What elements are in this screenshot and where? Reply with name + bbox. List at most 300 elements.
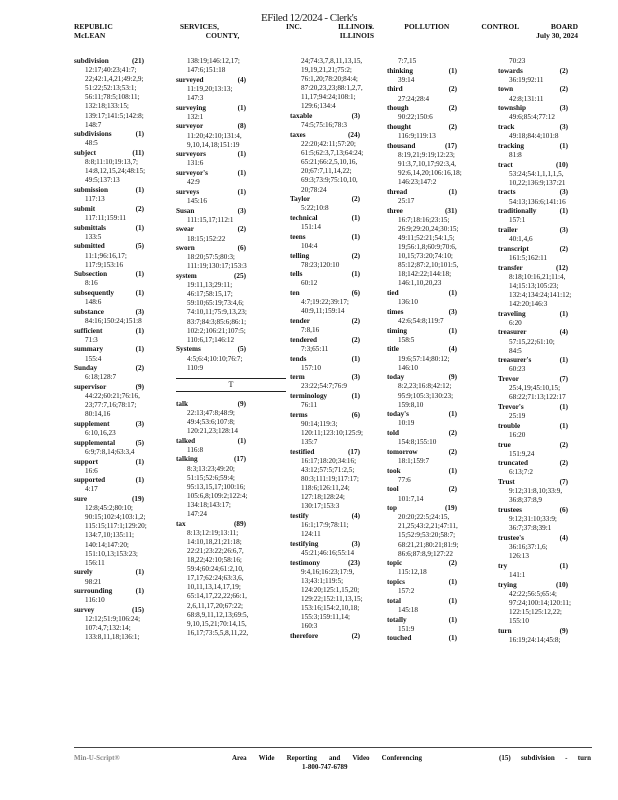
- index-term: [74, 476, 172, 485]
- index-word: tax: [176, 519, 186, 528]
- index-word: surveying: [176, 103, 206, 112]
- page-line-refs: 126:13: [509, 552, 529, 561]
- index-entry: [290, 270, 388, 288]
- index-entry: [290, 512, 388, 539]
- page-line-refs: 129:22;152:11,13,15;: [301, 595, 363, 604]
- index-entry: [74, 383, 172, 419]
- index-word: total: [387, 596, 401, 605]
- index-entry: [498, 375, 596, 402]
- page-line-refs: 49:5;137:13: [85, 176, 120, 185]
- page-line-refs: 117:11;159:11: [85, 213, 127, 222]
- index-word: talked: [176, 436, 196, 445]
- index-count: (9): [237, 399, 246, 408]
- page-line-refs: 140:14;147:20;: [85, 540, 129, 549]
- page-line-refs: 117:9;153:16: [85, 260, 124, 269]
- index-word: talking: [176, 455, 198, 464]
- index-word: summary: [74, 345, 104, 354]
- index-word: topic: [387, 559, 403, 568]
- index-count: (3): [135, 307, 144, 316]
- index-word: Taylor: [290, 195, 311, 204]
- index-count: (3): [559, 188, 568, 197]
- page-line-refs: 145:18: [398, 606, 418, 614]
- index-term: [387, 142, 485, 151]
- index-term: [387, 410, 485, 419]
- index-word: supplemental: [74, 438, 116, 447]
- page-line-refs: 16:19;24:14;45:8;: [509, 635, 561, 644]
- index-count: (1): [351, 392, 360, 401]
- page-line-refs: 147:3: [187, 93, 204, 102]
- index-count: (1): [448, 634, 457, 643]
- page-line-refs: 157:1: [509, 216, 526, 225]
- index-term: [498, 245, 596, 254]
- index-count: (1): [351, 270, 360, 279]
- page-line-refs: 115:12,18: [398, 568, 427, 577]
- page-line-refs: 86:6;87:8,9;127:22: [398, 549, 453, 558]
- index-word: terms: [290, 410, 308, 419]
- page-line-refs: 154:8;155:10: [398, 438, 437, 447]
- page-line-refs: 83:7;84:3;85:6;86:1;: [187, 317, 247, 326]
- page-line-refs: 84:5: [509, 346, 522, 355]
- index-word: submit: [74, 204, 96, 213]
- index-entry: [498, 104, 596, 122]
- page-line-refs: 42:8;131:11: [509, 94, 544, 103]
- page-line-refs: 76:1,20;78:20;84:4;: [301, 75, 358, 84]
- index-count: (1): [448, 187, 457, 196]
- page-line-refs: 151:14: [301, 223, 321, 232]
- index-word: today: [387, 373, 405, 382]
- index-word: submitted: [74, 242, 105, 251]
- index-word: tract: [498, 160, 513, 169]
- index-term: [290, 270, 388, 279]
- index-count: (2): [351, 316, 360, 325]
- index-entry: [290, 355, 388, 373]
- page-line-refs: 90:22;150:6: [398, 113, 433, 122]
- index-count: (17): [348, 447, 360, 456]
- index-word: subsequently: [74, 289, 114, 298]
- index-word: Trevor: [498, 375, 519, 384]
- index-count: (4): [448, 345, 457, 354]
- index-count: (6): [559, 505, 568, 514]
- index-count: (1): [135, 345, 144, 354]
- index-term: [176, 244, 274, 253]
- page-line-refs: 71:3: [85, 335, 98, 344]
- index-entry: [498, 310, 596, 328]
- index-term: [498, 506, 596, 515]
- page-line-refs: 157:10: [301, 363, 321, 372]
- index-count: (3): [135, 419, 144, 428]
- index-word: transcript: [498, 244, 529, 253]
- page-line-refs: 8:13;12:19;13:11;: [187, 528, 239, 537]
- index-entry: [74, 224, 172, 242]
- page-line-refs: 156:11: [85, 558, 105, 567]
- index-term: [498, 328, 596, 337]
- index-count: (1): [448, 466, 457, 475]
- index-column-3: [290, 57, 388, 642]
- page-line-refs: 157:2: [398, 587, 415, 596]
- index-term: [498, 478, 596, 487]
- index-term: [290, 392, 388, 401]
- index-entry: [176, 188, 274, 206]
- index-column-5: [498, 57, 596, 645]
- index-count: (1): [559, 421, 568, 430]
- index-count: (1): [351, 232, 360, 241]
- page-line-refs: 11:1;96:16,17;: [85, 251, 127, 260]
- index-count: (10): [556, 580, 568, 589]
- page-line-refs: 81:8: [509, 150, 522, 159]
- index-term: [498, 581, 596, 590]
- page-line-refs: 11:19,20;13:13;: [187, 84, 233, 93]
- index-word: thinking: [387, 66, 413, 75]
- index-term: [290, 214, 388, 223]
- index-entry: [74, 186, 172, 204]
- index-word: supervisor: [74, 383, 107, 391]
- page-line-refs: 120:21,23;128:14: [187, 427, 238, 435]
- index-word: survey: [74, 606, 95, 614]
- page-line-refs: 45:21;46:16;55:14: [301, 549, 355, 558]
- page-line-refs: 77:6: [398, 475, 411, 484]
- index-word: term: [290, 373, 305, 382]
- index-count: (3): [448, 307, 457, 316]
- page-line-refs: 20:20;22:5;24:15,: [398, 513, 450, 522]
- page-line-refs: 142:20;146:3: [509, 299, 548, 308]
- index-entry: [290, 317, 388, 335]
- page-line-refs: 15;52:9;53:20;58:7;: [398, 531, 456, 540]
- page-line-refs: 84:16;150:24;151:8: [85, 316, 142, 325]
- page-line-refs: 116:8: [187, 445, 204, 454]
- index-term: [74, 364, 172, 373]
- index-count: (9): [448, 373, 457, 382]
- page-line-refs: 54:13;136:6;141:16: [509, 197, 566, 206]
- index-count: (3): [237, 206, 246, 215]
- index-count: (1): [135, 130, 144, 139]
- index-term: [74, 420, 172, 429]
- page-line-refs: 91:3,7,10,17;92:3,4,: [398, 160, 457, 168]
- page-line-refs: 85:12;87:2,10;101:5,: [398, 261, 459, 270]
- index-word: taxable: [290, 112, 313, 121]
- page-line-refs: 9,10,14,18;151:19: [187, 140, 240, 149]
- index-count: (2): [448, 485, 457, 494]
- index-word: tender: [290, 316, 310, 325]
- page-line-refs: 42:22;56:5;65:4;: [509, 589, 557, 598]
- index-word: treasurer: [498, 328, 527, 337]
- index-entry: [387, 578, 485, 596]
- page-line-refs: 18:1;159:7: [398, 456, 430, 465]
- page-line-refs: 60:23: [509, 365, 526, 374]
- index-word: surveyor's: [176, 169, 208, 178]
- index-count: (10): [556, 160, 568, 169]
- index-count: (1): [135, 587, 144, 596]
- index-term: [176, 188, 274, 197]
- page-line-refs: 65:21;66:2,5,10,16,: [301, 158, 358, 167]
- page-line-refs: 68:22;71:13;122:17: [509, 393, 566, 402]
- index-count: (2): [448, 429, 457, 438]
- index-count: (1): [135, 289, 144, 298]
- footer-rule: [74, 747, 592, 748]
- index-term: [290, 112, 388, 121]
- page-line-refs: 8:16: [85, 279, 98, 288]
- index-count: (25): [234, 272, 246, 281]
- page-line-refs: 23:22;54:7;76:9: [301, 382, 347, 391]
- footer-brand: Min-U-Script®: [74, 754, 120, 762]
- index-entry: [498, 478, 596, 505]
- page-line-refs: 40:9,11;159:14: [301, 307, 345, 316]
- page-line-refs: 151:9,24: [509, 449, 535, 458]
- index-count: (1): [135, 326, 144, 335]
- index-term: [290, 233, 388, 242]
- index-entry: [74, 587, 172, 605]
- index-term: [176, 104, 274, 113]
- index-word: sworn: [176, 244, 195, 253]
- index-word: trouble: [498, 421, 521, 430]
- index-entry: [498, 161, 596, 188]
- index-word: try: [498, 561, 508, 570]
- index-count: (9): [135, 383, 144, 391]
- index-word: thousand: [387, 141, 416, 150]
- index-entry: [498, 441, 596, 459]
- index-entry: [498, 57, 596, 66]
- index-term: [290, 289, 388, 298]
- index-entry: [498, 123, 596, 141]
- page-line-refs: 49:18;84:4;101:8: [509, 132, 559, 141]
- page-line-refs: 22:13;47:8;48:9;: [187, 408, 235, 417]
- index-entry: [176, 169, 274, 187]
- case-caption-line2: McLEAN COUNTY, ILLINOIS: [74, 31, 374, 40]
- index-term: [387, 123, 485, 132]
- index-count: (31): [445, 206, 457, 215]
- index-term: [74, 568, 172, 577]
- index-term: [290, 131, 388, 140]
- index-entry: [498, 207, 596, 225]
- index-entry: [498, 506, 596, 533]
- index-entry: [290, 448, 388, 512]
- index-entry: [387, 123, 485, 141]
- index-word: towards: [498, 66, 523, 75]
- index-word: teens: [290, 232, 306, 241]
- index-term: [387, 345, 485, 354]
- index-entry: [387, 67, 485, 85]
- page-line-refs: 42:9: [187, 178, 200, 187]
- page-line-refs: 12:8;45:2;80:10;: [85, 504, 133, 513]
- page-line-refs: 6:20: [509, 318, 522, 327]
- page-line-refs: 6:10,16,23: [85, 429, 116, 438]
- page-line-refs: 59:4;60:24;61:2,10,: [187, 565, 244, 574]
- index-count: (1): [237, 436, 246, 445]
- index-term: [176, 169, 274, 178]
- index-term: [74, 383, 172, 392]
- page-line-refs: 124:11: [301, 530, 321, 539]
- page-line-refs: 56:11;78:5;108:11;: [85, 93, 140, 102]
- index-entry: [498, 403, 596, 421]
- page-line-refs: 70:23: [509, 57, 526, 65]
- index-entry: [290, 373, 388, 391]
- index-term: [290, 317, 388, 326]
- page-line-refs: 16:6: [85, 466, 98, 475]
- index-count: (2): [135, 204, 144, 213]
- index-term: [74, 57, 172, 66]
- index-entry: [74, 327, 172, 345]
- page-line-refs: 132:1: [187, 112, 204, 121]
- page-line-refs: 134:7,10;135:11;: [85, 531, 135, 540]
- index-term: [387, 188, 485, 197]
- index-term: [74, 224, 172, 233]
- index-word: track: [498, 123, 515, 132]
- page-line-refs: 118:6;126:11,24;: [301, 484, 350, 493]
- page-line-refs: 133:5: [85, 232, 102, 241]
- index-entry: [387, 467, 485, 485]
- index-count: (5): [237, 345, 246, 354]
- index-entry: [74, 476, 172, 494]
- index-term: [498, 459, 596, 468]
- index-word: Trevor's: [498, 402, 524, 411]
- index-term: [176, 225, 274, 234]
- index-term: [387, 67, 485, 76]
- index-term: [290, 195, 388, 204]
- index-entry: [290, 195, 388, 213]
- index-term: [176, 437, 274, 446]
- index-word: totally: [387, 615, 407, 624]
- index-count: (2): [135, 364, 144, 373]
- index-count: (1): [351, 213, 360, 222]
- page-line-refs: 95:13,15,17;100:16;: [187, 482, 246, 491]
- page-line-refs: 26:9;29:20,24;30:15;: [398, 224, 459, 233]
- index-word: swear: [176, 225, 194, 234]
- index-word: traditionally: [498, 207, 537, 216]
- index-count: (2): [448, 123, 457, 132]
- index-entry: [74, 57, 172, 130]
- index-entry: [290, 289, 388, 316]
- page-line-refs: 133:8,11,18;136:1;: [85, 633, 140, 642]
- index-count: (1): [237, 103, 246, 112]
- index-entry: [176, 76, 274, 103]
- index-entry: [498, 534, 596, 561]
- index-entry: [176, 345, 274, 372]
- index-count: (2): [448, 104, 457, 113]
- index-entry: [74, 205, 172, 223]
- index-word: submittals: [74, 223, 106, 232]
- index-count: (2): [351, 632, 360, 641]
- index-term: [74, 149, 172, 158]
- page-line-refs: 18:15;152:22: [187, 234, 226, 243]
- page-line-refs: 92:6,14,20;106:16,18;: [398, 169, 462, 178]
- page-line-refs: 5:22;10:8: [301, 204, 329, 213]
- index-count: (2): [559, 85, 568, 94]
- index-entry: [290, 411, 388, 447]
- page-line-refs: 7:7,15: [398, 57, 417, 65]
- index-word: surrounding: [74, 587, 113, 596]
- index-term: [387, 289, 485, 298]
- page-line-refs: 11:20;42:10;131:4,: [187, 131, 242, 140]
- index-word: Sunday: [74, 364, 98, 373]
- page-line-refs: 138:19;146:12,17;: [187, 57, 240, 65]
- index-entry: [74, 568, 172, 586]
- index-count: (89): [234, 519, 246, 528]
- index-word: surveyors: [176, 150, 206, 159]
- index-term: [387, 373, 485, 382]
- index-count: (17): [234, 455, 246, 464]
- index-word: though: [387, 104, 409, 113]
- index-entry: [387, 485, 485, 503]
- page-line-refs: 36:19;92:11: [509, 75, 544, 84]
- page-line-refs: 43:12;57:5;71:2,5;: [301, 466, 355, 475]
- page-line-refs: 95:9;105:3;130:23;: [398, 391, 454, 400]
- case-caption-line1: REPUBLIC SERVICES, INC. v.: [74, 22, 374, 31]
- index-term: [176, 150, 274, 159]
- index-term: [387, 104, 485, 113]
- index-entry: [74, 242, 172, 269]
- index-entry: [290, 252, 388, 270]
- page-line-refs: 107:4,7;132:14;: [85, 624, 131, 633]
- page-line-refs: 22:21;23:22;26:6,7,: [187, 547, 244, 555]
- page-line-refs: 74:10,11;75:9,13,23;: [187, 308, 247, 317]
- index-entry: [290, 112, 388, 130]
- page-line-refs: 147:6;151:18: [187, 66, 226, 75]
- index-term: [498, 226, 596, 235]
- page-line-refs: 4:17: [85, 485, 98, 494]
- page-line-refs: 20;78:24: [301, 185, 327, 194]
- index-word: touched: [387, 634, 412, 643]
- index-term: [290, 512, 388, 521]
- page-line-refs: 10,11,13,14,17,19;: [187, 583, 241, 592]
- index-term: [290, 336, 388, 345]
- index-count: (2): [351, 335, 360, 344]
- page-line-refs: 10,22;136:9;137:21: [509, 178, 566, 187]
- page-line-refs: 22;42:1,4,21;49:2,9;: [85, 75, 144, 84]
- page-line-refs: 16:1;17:9;78:11;: [301, 521, 349, 530]
- page-line-refs: 18,22;42:10;58:16;: [187, 556, 242, 565]
- index-count: (4): [559, 328, 568, 337]
- index-term: [290, 448, 388, 457]
- page-line-refs: 147:24: [187, 510, 207, 519]
- index-entry: [498, 142, 596, 160]
- index-word: turn: [498, 626, 512, 635]
- index-entry: [290, 559, 388, 632]
- page-line-refs: 80:14,16: [85, 410, 111, 419]
- index-entry: [74, 606, 172, 642]
- index-count: (3): [351, 373, 360, 382]
- index-count: (2): [448, 85, 457, 94]
- index-entry: [498, 581, 596, 626]
- index-entry: [387, 104, 485, 122]
- index-word: timing: [387, 326, 407, 335]
- page-line-refs: 78:23;120:10: [301, 260, 340, 269]
- index-word: third: [387, 85, 403, 94]
- page-line-refs: 9,10,15,21;70:14,15,: [187, 619, 247, 628]
- board-name: ILLINOIS POLLUTION CONTROL BOARD: [338, 22, 578, 31]
- page-line-refs: 14:10,18,21;21:18;: [187, 537, 242, 546]
- index-entry: [498, 226, 596, 244]
- index-term: [498, 534, 596, 543]
- page-line-refs: 76:11: [301, 401, 318, 410]
- page-line-refs: 4:5;6:4;10:10;76:7;: [187, 354, 243, 363]
- index-count: (9): [559, 626, 568, 635]
- page-line-refs: 6:18;128:7: [85, 373, 117, 382]
- page-line-refs: 23;77:7,16;78:17;: [85, 401, 137, 410]
- page-line-refs: 51:15;52:6;59:4;: [187, 473, 235, 482]
- index-count: (3): [559, 123, 568, 132]
- index-word: traveling: [498, 309, 526, 318]
- page-line-refs: 48:5: [85, 139, 98, 148]
- index-entry: [387, 142, 485, 187]
- index-count: (23): [348, 558, 360, 567]
- index-count: (1): [135, 457, 144, 466]
- index-entry: [387, 327, 485, 345]
- page-line-refs: 146:1,10,20,23: [398, 279, 442, 288]
- page-line-refs: 115:15;117:1;129:20;: [85, 522, 147, 531]
- index-word: testifying: [290, 539, 319, 548]
- index-term: [498, 264, 596, 273]
- index-entry: [74, 270, 172, 288]
- index-entry: [74, 495, 172, 568]
